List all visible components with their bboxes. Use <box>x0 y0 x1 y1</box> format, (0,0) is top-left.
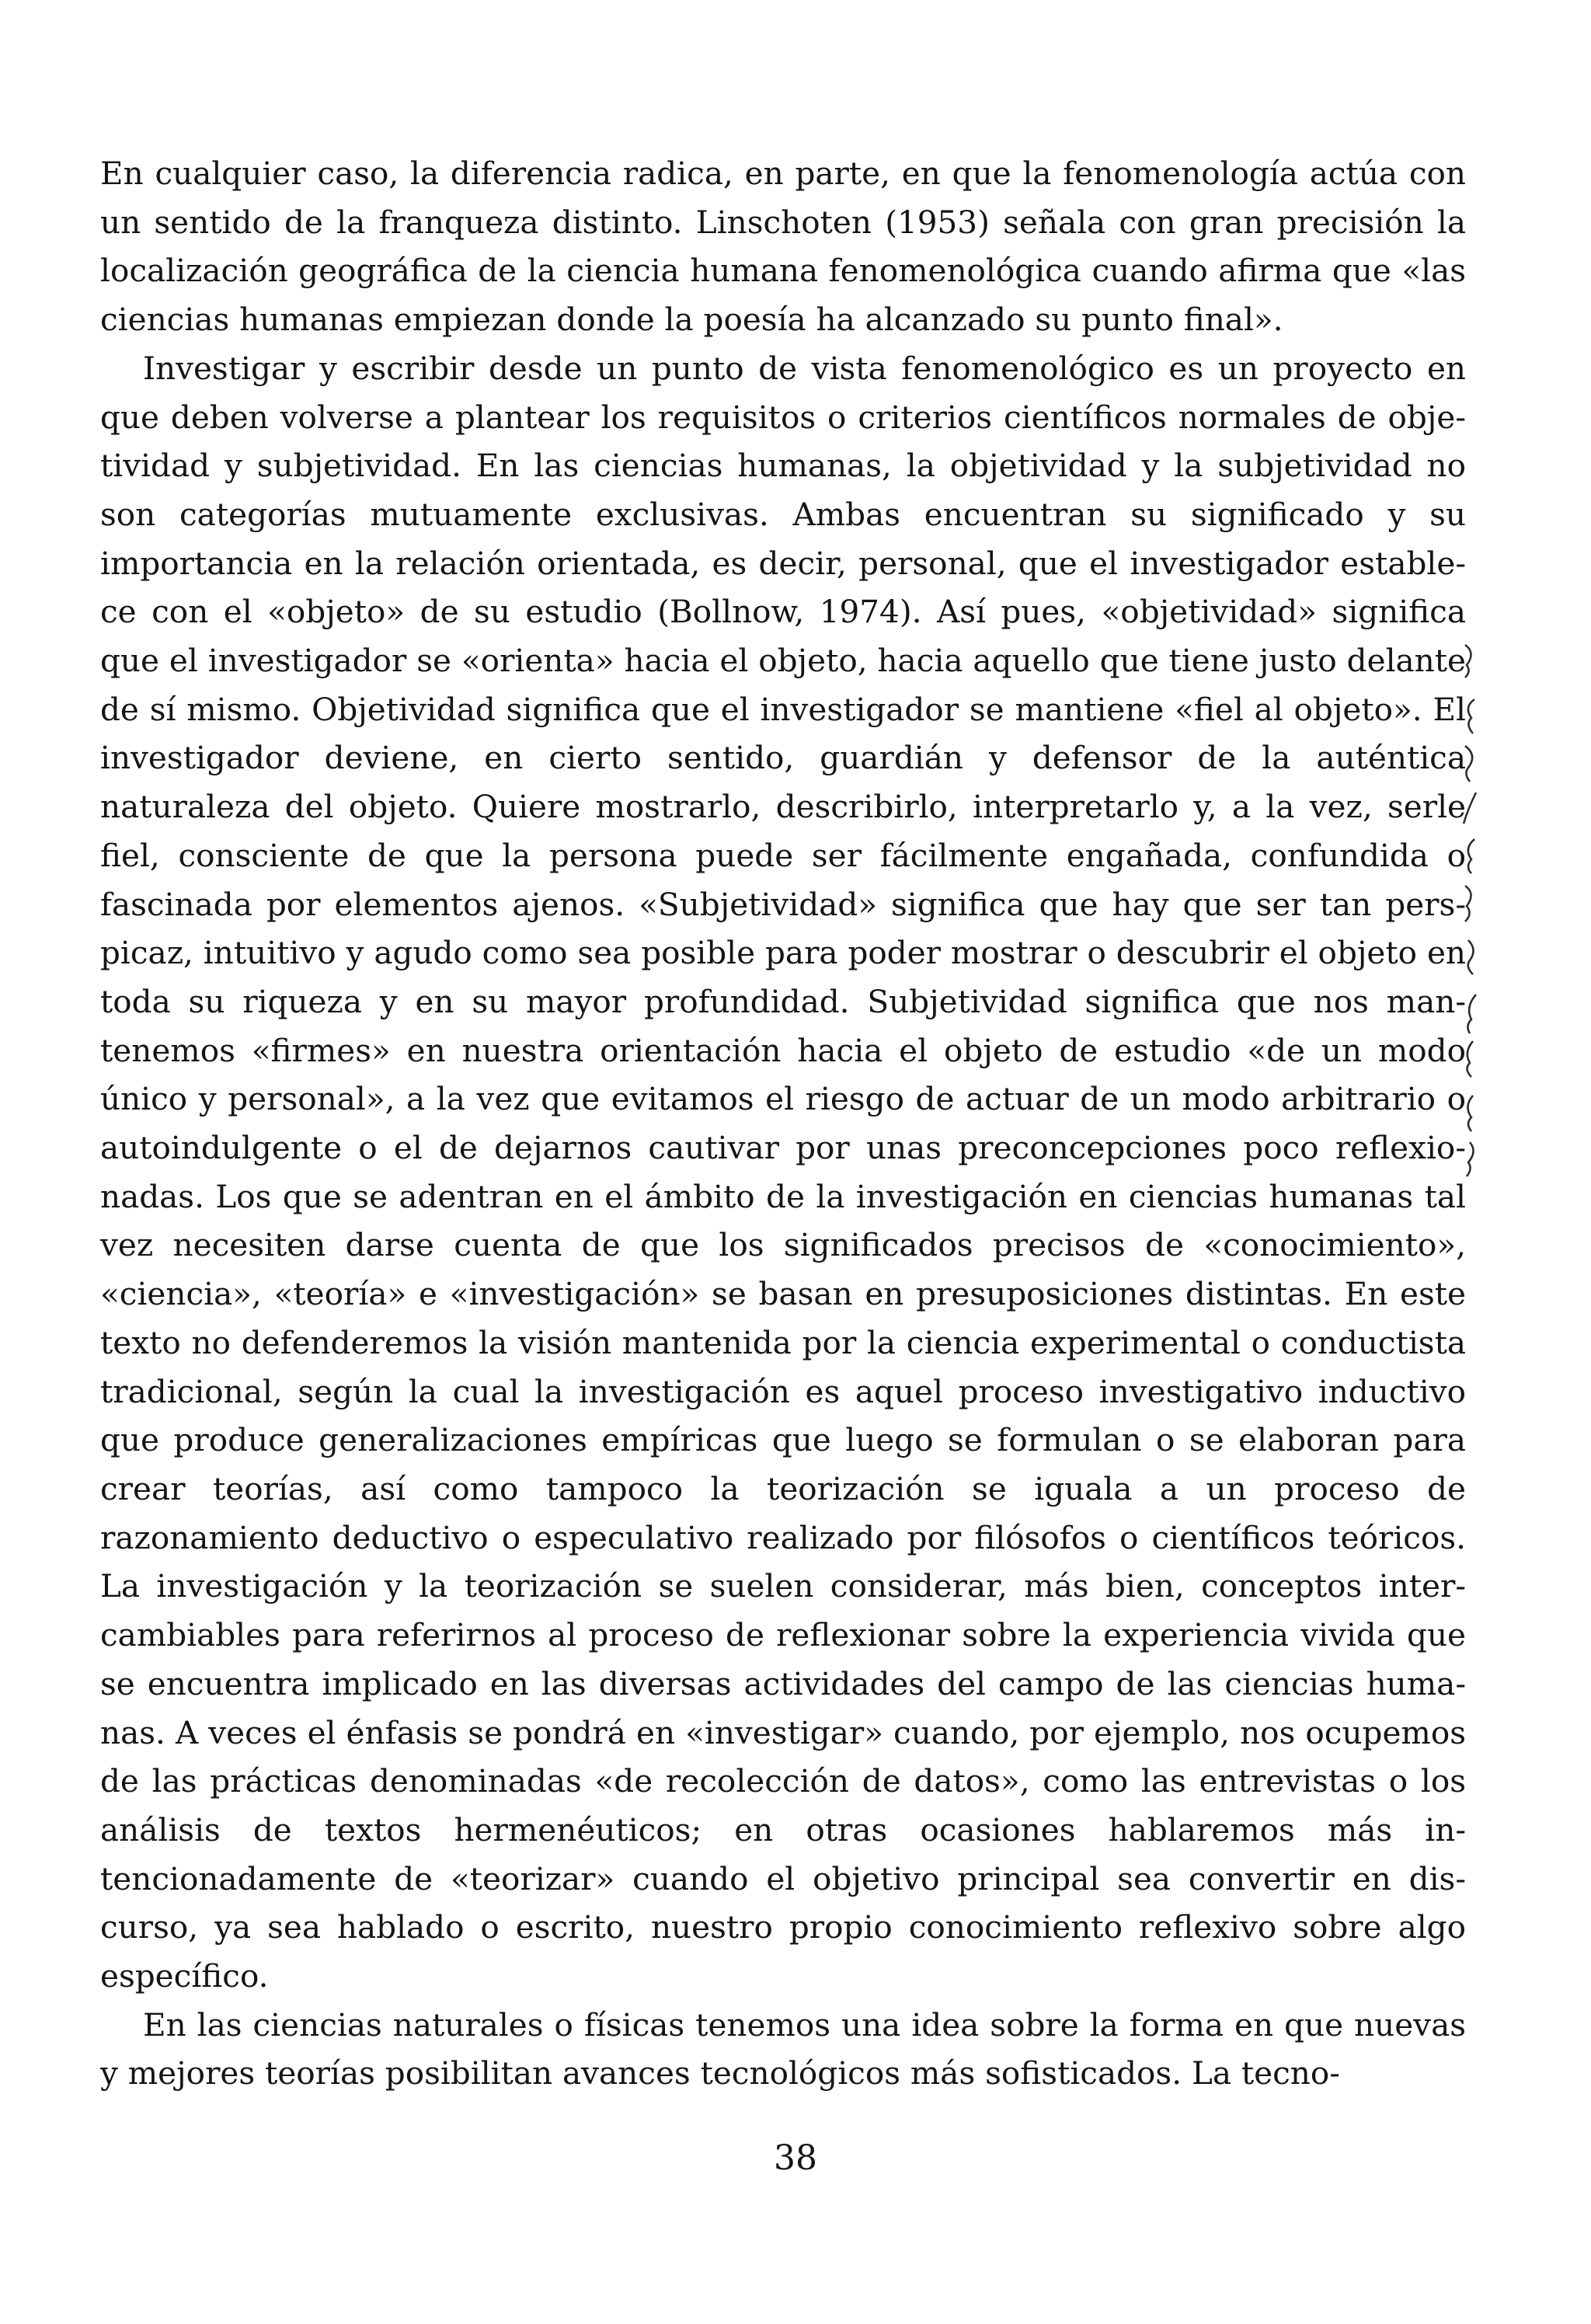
margin-annotation-brackets <box>1460 637 1484 1336</box>
paragraph-1: En cualquier caso, la diferencia radica, en parte, en que la fenomenología actúa con un sentido de la franqueza distinto. Linschoten (1953) señala con gran precisión la localización geográfica de la ciencia humana fenomenológica cuando afirma que «las ciencias humanas empiezan donde la poesía ha alcanzado su punto final». <box>100 155 1466 339</box>
body-text <box>100 149 1466 2098</box>
paragraph-2: Investigar y escribir desde un punto de vista fenomenológico es un proyecto en que deben volverse a plantear los requisitos o criterios científicos normales de objetividad y subjetividad. En las ciencias humanas, la objetividad y la subjetividad no son categorías mutuamente exclusivas. Ambas encuentran su significado y su importancia en la relación orientada, es decir, personal, que el investigador establece con el «objeto» de su estudio (Bollnow, 1974). Así pues, «objetividad» significa que el investigador se «orienta» hacia el objeto, hacia aquello que tiene justo delante de sí mismo. Objetividad significa que el investigador se mantiene «fiel al objeto». El investigador deviene, en cierto sentido, guardián y defensor de la auténtica naturaleza del objeto. Quiere mostrarlo, describirlo, interpretarlo y, a la vez, serle fiel, consciente de que la persona puede ser fácilmente engañada, confundida o fascinada por elementos ajenos. «Subjetividad» significa que hay que ser tan perspicaz, intuitivo y agudo como sea posible para poder mostrar o descubrir el objeto en toda su riqueza y en su mayor profundidad. Subjetividad significa que nos mantenemos «firmes» en nuestra orientación hacia el objeto de estudio «de un modo único y personal», a la vez que evitamos el riesgo de actuar de un modo arbitrario o autoindulgente o el de dejarnos cautivar por unas preconcepciones poco reflexionadas. Los que se adentran en el ámbito de la investigación en ciencias humanas tal vez necesiten darse cuenta de que los significados precisos de «conocimiento», «ciencia», «teoría» e «investigación» se basan en presuposiciones distintas. En este texto no defenderemos la visión mantenida por la ciencia experimental o conductista tradicional, según la cual la investigación es aquel proceso investigativo inductivo que produce generalizaciones empíricas que luego se formulan o se elaboran para crear teorías, así como tampoco la teorización se iguala a un proceso de razonamiento deductivo o especulativo realizado por filósofos o científicos teóricos. La investigación y la teorización se suelen considerar, más bien, conceptos intercambiables para referirnos al proceso de reflexionar sobre la experiencia vivida que se encuentra implicado en las diversas actividades del campo de las ciencias humanas. A veces el énfasis se pondrá en «investigar» cuando, por ejemplo, nos ocupemos de las prácticas denominadas «de recolección de datos», como las entrevistas o los análisis de textos hermenéuticos; en otras ocasiones hablaremos más intencionadamente de «teorizar» cuando el objetivo principal sea convertir en discurso, ya sea hablado o escrito, nuestro propio conocimiento reflexivo sobre algo específico. <box>100 349 1466 1995</box>
paragraph-3: En las ciencias naturales o físicas tenemos una idea sobre la forma en que nuevas y mejores teorías posibilitan avances tecnológicos más sofisticados. La tecno- <box>100 2005 1466 2092</box>
page-number: 38 <box>774 2138 817 2178</box>
